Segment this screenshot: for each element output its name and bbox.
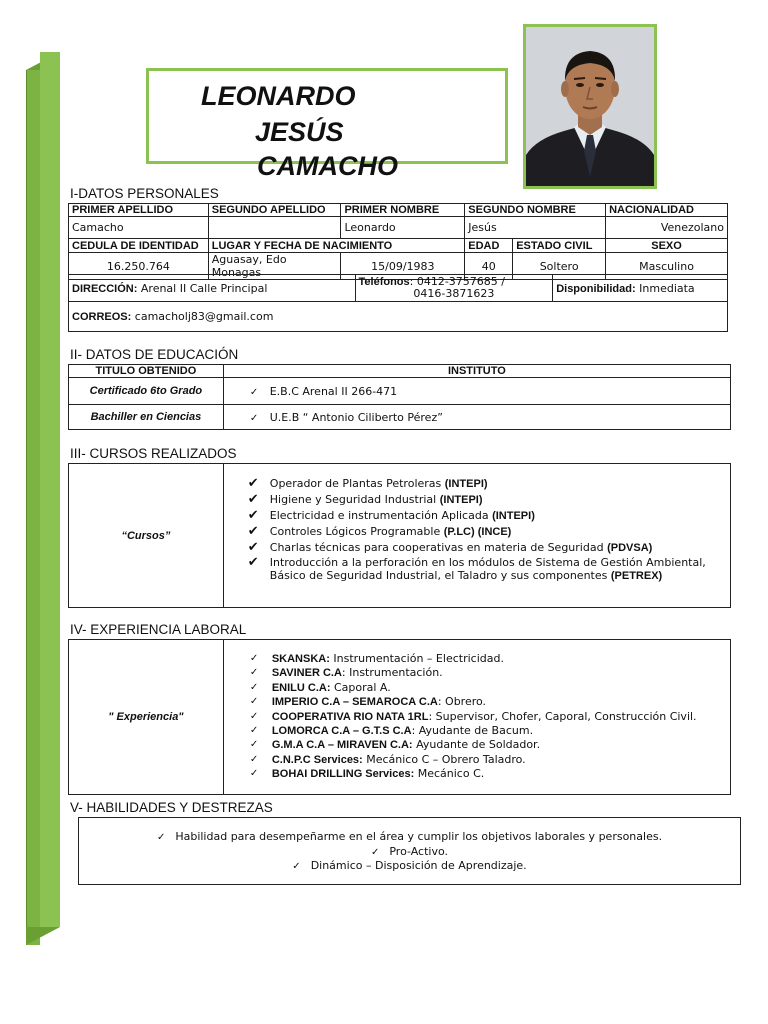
profile-photo [523, 24, 657, 189]
skills-box [78, 817, 741, 885]
checkmark-icon: ✓ [249, 768, 259, 780]
header-segundo-nombre: SEGUNDO NOMBRE [465, 204, 606, 217]
contact-table [68, 274, 728, 332]
courses-table [68, 463, 731, 608]
value-lugar: Aguasay, Edo Monagas [208, 253, 341, 280]
disponibilidad-label: Disponibilidad: [556, 282, 636, 295]
list-item: ✔ Higiene y Seguridad Industrial (INTEPI) [247, 492, 483, 507]
telefonos-value-1: : 0412-3757685 / [409, 275, 505, 288]
header-edad: EDAD [465, 239, 513, 253]
education-titulo-1: Certificado 6to Grado [69, 378, 224, 405]
header-lugar-fecha: LUGAR Y FECHA DE NACIMIENTO [208, 239, 465, 253]
list-item: ✓ SAVINER C.A: Instrumentación. [249, 666, 443, 680]
section-title-courses: III- CURSOS REALIZADOS [70, 446, 237, 461]
checkmark-icon: ✓ [249, 710, 259, 722]
checkmark-icon: ✔ [247, 540, 259, 555]
value-cedula: 16.250.764 [69, 253, 209, 280]
value-segundo-nombre: Jesús [465, 217, 606, 239]
direccion-value: Arenal II Calle Principal [140, 281, 268, 295]
value-sexo: Masculino [606, 253, 728, 280]
courses-label: “Cursos” [69, 464, 224, 608]
list-item: ✓ G.M.A C.A – MIRAVEN C.A: Ayudante de Soldador. [249, 738, 541, 752]
header-segundo-apellido: SEGUNDO APELLIDO [208, 204, 341, 217]
courses-list [248, 476, 724, 583]
checkmark-icon: ✓ [370, 846, 380, 858]
list-item: ✓ IMPERIO C.A – SEMAROCA C.A: Obrero. [249, 695, 487, 709]
list-item: ✓ SKANSKA: Instrumentación – Electricidad. [249, 652, 504, 665]
checkmark-icon: ✓ [292, 861, 301, 872]
section-title-personal: I-DATOS PERSONALES [70, 186, 219, 201]
section-title-skills: V- HABILIDADES Y DESTREZAS [70, 800, 273, 815]
header-cedula: CEDULA DE IDENTIDAD [69, 239, 209, 253]
checkmark-icon: ✔ [247, 555, 259, 570]
header-nacionalidad: NACIONALIDAD [606, 204, 728, 217]
name-line-2: JESÚS [255, 117, 344, 147]
list-item: ✔ Controles Lógicos Programable (P.LC) (INCE) [247, 524, 512, 539]
checkmark-icon: ✓ [249, 681, 259, 693]
header-primer-nombre: PRIMER NOMBRE [341, 204, 465, 217]
checkmark-icon: ✓ [249, 739, 259, 751]
personal-data-table [68, 203, 728, 280]
experience-table [68, 639, 731, 795]
experience-list [248, 652, 724, 782]
list-item: ✓ COOPERATIVA RIO NATA 1RL: Supervisor, Chofer, Caporal, Construcción Civil. [249, 709, 697, 723]
section-title-education: II- DATOS DE EDUCACIÓN [70, 347, 239, 362]
list-item: ✓ LOMORCA C.A – G.T.S C.A: Ayudante de Bacum. [249, 724, 534, 738]
checkmark-icon: ✓ [249, 412, 259, 424]
list-item: ✓ C.N.P.C Services: Mecánico C – Obrero Taladro. [249, 752, 526, 766]
list-item: ✔ Introducción a la perforación en los módulos de Sistema de Gestión Ambiental, Básico de Seguridad Industrial, el Taladro y sus componentes (PETREX) [247, 555, 706, 582]
list-item: ✓ ENILU C.A: Caporal A. [249, 680, 391, 694]
section-title-experience: IV- EXPERIENCIA LABORAL [70, 622, 247, 637]
checkmark-icon: ✓ [249, 725, 259, 737]
direccion-label: DIRECCIÓN: [72, 282, 138, 295]
disponibilidad-value: Inmediata [639, 281, 695, 295]
list-item: ✔ Operador de Plantas Petroleras (INTEPI) [247, 476, 488, 491]
header-primer-apellido: PRIMER APELLIDO [69, 204, 209, 217]
correos-value[interactable]: camacholj83@gmail.com [134, 310, 274, 323]
telefonos-value-2: 0416-3871623 [413, 287, 495, 300]
header-sexo: SEXO [606, 239, 728, 253]
education-instituto-2: U.E.B “ Antonio Ciliberto Pérez” [269, 410, 443, 424]
education-titulo-2: Bachiller en Ciencias [69, 405, 224, 430]
name-line-1: LEONARDO [201, 81, 356, 111]
name-box [146, 68, 508, 181]
header-titulo: TITULO OBTENIDO [69, 365, 224, 378]
list-item: ✓ Habilidad para desempeñarme en el área y cumplir los objetivos laborales y personales. [156, 830, 663, 843]
checkmark-icon: ✔ [247, 476, 259, 491]
decorative-green-bar [26, 52, 60, 945]
correos-label: CORREOS: [72, 311, 132, 323]
list-item: ✓ BOHAI DRILLING Services: Mecánico C. [249, 767, 485, 781]
checkmark-icon: ✓ [249, 753, 259, 765]
value-fecha: 15/09/1983 [341, 253, 465, 280]
experience-label: " Experiencia" [69, 640, 224, 795]
checkmark-icon: ✓ [156, 832, 166, 843]
value-primer-apellido: Camacho [69, 217, 209, 239]
value-segundo-apellido [208, 217, 341, 239]
value-primer-nombre: Leonardo [341, 217, 465, 239]
checkmark-icon: ✔ [247, 524, 259, 539]
checkmark-icon: ✓ [249, 696, 259, 708]
list-item: ✓ Pro-Activo. [370, 844, 449, 858]
telefonos-label: Teléfonos [358, 276, 410, 288]
value-edad: 40 [465, 253, 513, 280]
list-item: ✓ Dinámico – Disposición de Aprendizaje. [292, 859, 527, 872]
header-instituto: INSTITUTO [223, 365, 730, 378]
checkmark-icon: ✔ [247, 508, 259, 523]
checkmark-icon: ✓ [249, 667, 259, 679]
education-table [68, 364, 731, 430]
checkmark-icon: ✓ [249, 653, 259, 664]
checkmark-icon: ✓ [249, 386, 259, 398]
checkmark-icon: ✔ [247, 492, 259, 507]
header-estado-civil: ESTADO CIVIL [513, 239, 606, 253]
list-item: ✔ Charlas técnicas para cooperativas en materia de Seguridad (PDVSA) [247, 540, 653, 555]
value-nacionalidad: Venezolano [606, 217, 728, 239]
name-line-3: CAMACHO [257, 151, 398, 181]
education-instituto-1: E.B.C Arenal II 266-471 [269, 384, 398, 398]
list-item: ✔ Electricidad e instrumentación Aplicada (INTEPI) [247, 508, 535, 523]
value-estado-civil: Soltero [513, 253, 606, 280]
